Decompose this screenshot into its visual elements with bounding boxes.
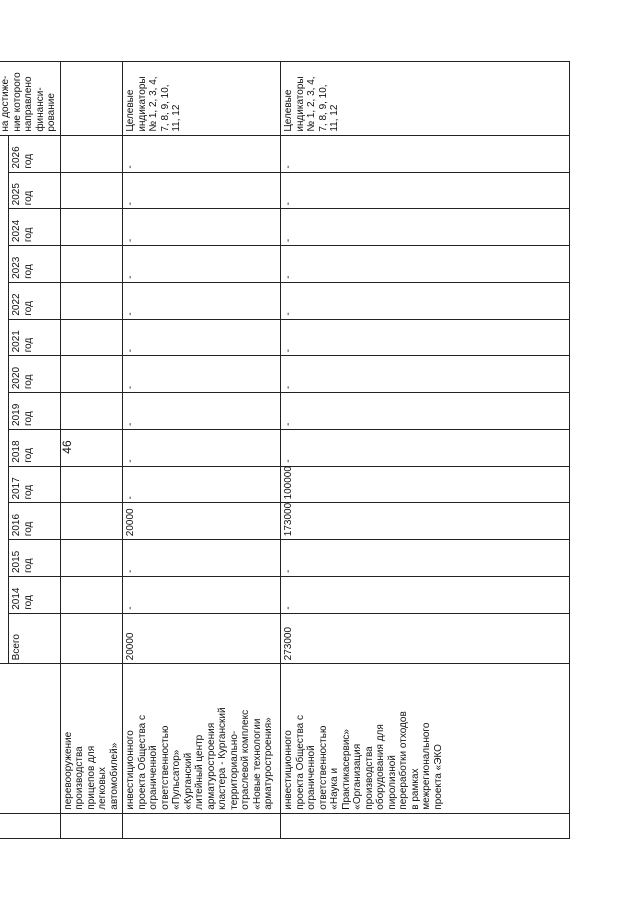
row-year-value [60, 319, 123, 356]
row-year-value: - [281, 356, 570, 393]
row-year-value: 100000 [281, 466, 570, 503]
row-year-value: 173000 [281, 503, 570, 540]
header-total: Всего [9, 613, 60, 664]
header-indicator: на достиже- ние которого направлено финанси- рование [0, 62, 60, 136]
row-total: 20000 [123, 613, 281, 664]
table-row [281, 62, 570, 839]
row-year-value [60, 209, 123, 246]
row-year-value: - [281, 209, 570, 246]
row-task: инвестиционного проекта Общества с ограниченной ответственностью «Наука и Практикасервис» «Организация производства оборудования для пиролизной переработки отходов в рамках межрегионального проекта «ЭКО [281, 664, 570, 813]
header-year: 2023 год [9, 246, 60, 283]
row-num [60, 813, 123, 838]
row-year-value: - [281, 429, 570, 466]
row-indicator [60, 62, 123, 136]
row-year-value: - [281, 246, 570, 283]
row-year-value: - [281, 540, 570, 577]
row-year-value: - [123, 319, 281, 356]
header-year: 2022 год [9, 282, 60, 319]
row-year-value [60, 356, 123, 393]
rotated-table-wrapper [0, 61, 534, 839]
row-year-value [60, 577, 123, 614]
row-year-value [60, 172, 123, 209]
row-year-value [60, 503, 123, 540]
header-year: 2015 год [9, 540, 60, 577]
header-task [0, 664, 60, 813]
row-year-value: - [123, 282, 281, 319]
header-year: 2018 год [9, 429, 60, 466]
row-year-value: - [123, 209, 281, 246]
row-year-value: - [281, 172, 570, 209]
row-year-value [60, 540, 123, 577]
header-year: 2025 год [9, 172, 60, 209]
row-year-value [60, 466, 123, 503]
table-row [60, 62, 123, 839]
header-year: 2019 год [9, 393, 60, 430]
row-year-value: 20000 [123, 503, 281, 540]
row-year-value: - [123, 356, 281, 393]
row-num [123, 813, 281, 838]
row-year-value: - [123, 429, 281, 466]
row-total: 273000 [281, 613, 570, 664]
row-year-value: - [123, 393, 281, 430]
page-number: 46 [60, 440, 74, 454]
funding-table [0, 61, 570, 839]
row-year-value: - [123, 135, 281, 172]
row-year-value: - [123, 172, 281, 209]
row-year-value: - [123, 577, 281, 614]
row-year-value: - [281, 282, 570, 319]
header-year: 2026 год [9, 135, 60, 172]
row-year-value: - [281, 319, 570, 356]
row-year-value: - [281, 393, 570, 430]
row-total [60, 613, 123, 664]
row-year-value: - [281, 577, 570, 614]
row-year-value: - [123, 466, 281, 503]
header-funding [0, 135, 9, 664]
row-year-value [60, 135, 123, 172]
row-year-value: - [281, 135, 570, 172]
row-indicator: Целевые индикаторы № 1, 2, 3, 4, 7, 8, 9, 10, 11, 12 [123, 62, 281, 136]
row-year-value [60, 429, 123, 466]
table-row [123, 62, 281, 839]
header-year: 2024 год [9, 209, 60, 246]
row-num [281, 813, 570, 838]
row-year-value [60, 393, 123, 430]
row-year-value [60, 282, 123, 319]
row-task: инвестиционного проекта Общества с ограниченной ответственностью «Пульсатор» «Курганский литейный центр арматуростроения кластера - Курганский территориально- отраслевой комплекс «Новые технологии арматуростроения» [123, 664, 281, 813]
header-year: 2014 год [9, 577, 60, 614]
header-year: 2017 год [9, 466, 60, 503]
header-year: 2016 год [9, 503, 60, 540]
row-year-value: - [123, 540, 281, 577]
row-task: перевооружение производства прицепов для легковых автомобилей» [60, 664, 123, 813]
header-year: 2020 год [9, 356, 60, 393]
row-year-value: - [123, 246, 281, 283]
header-num [0, 813, 60, 838]
row-year-value [60, 246, 123, 283]
row-indicator: Целевые индикаторы № 1, 2, 3, 4, 7, 8, 9, 10, 11, 12 [281, 62, 570, 136]
header-year: 2021 год [9, 319, 60, 356]
